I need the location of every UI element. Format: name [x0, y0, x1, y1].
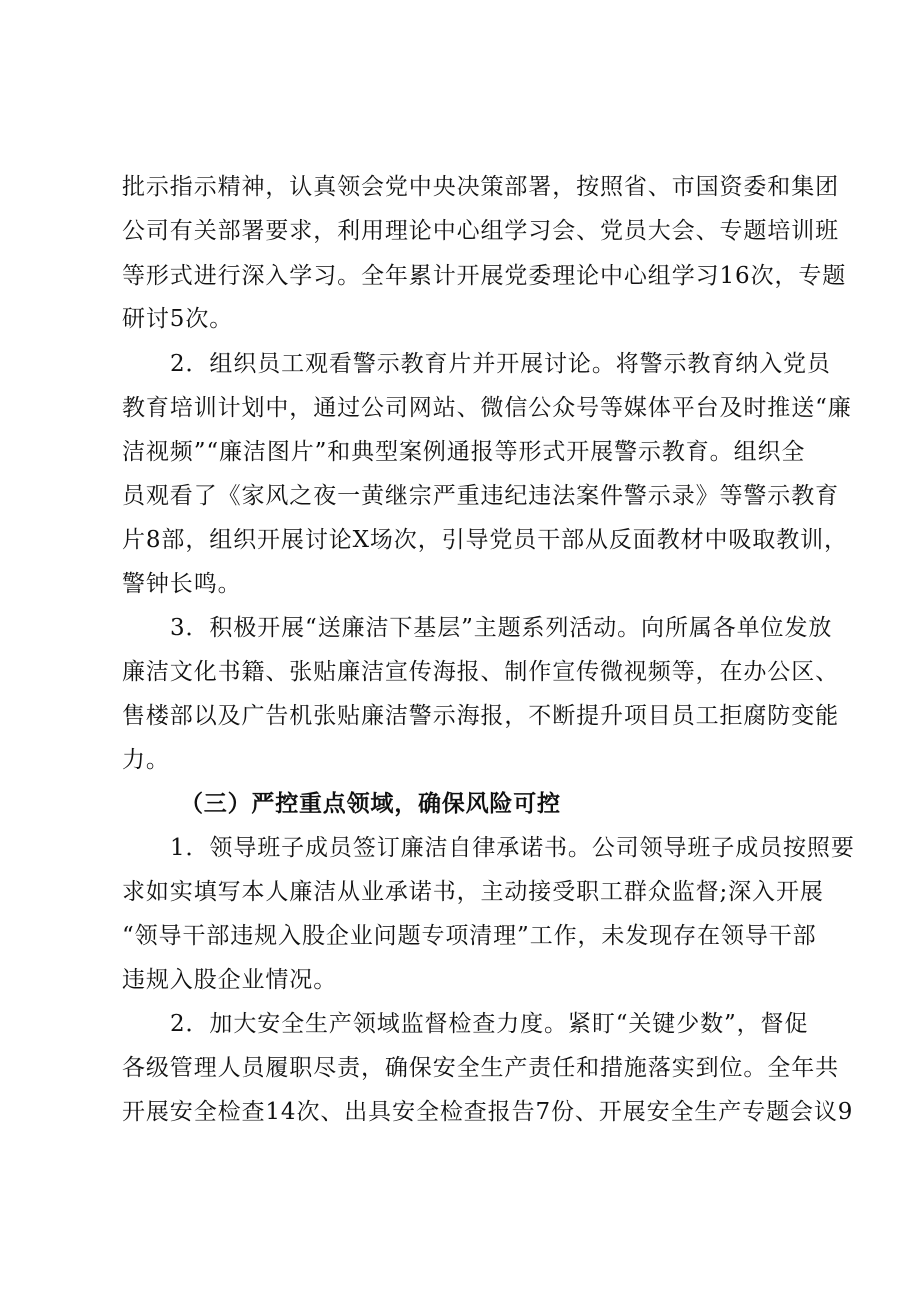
text-line: 各级管理人员履职尽责，确保安全生产责任和措施落实到位。全年共: [122, 1055, 839, 1081]
text-line: 售楼部以及广告机张贴廉洁警示海报，不断提升项目员工拒腐防变能: [122, 703, 839, 729]
text-line: 教育培训计划中，通过公司网站、微信公众号等媒体平台及时推送“廉: [122, 395, 852, 421]
text-line: 研讨5次。: [122, 306, 234, 332]
text-line: “领导干部违规入股企业问题专项清理”工作，未发现存在领导干部: [122, 923, 817, 949]
text-line: 等形式进行深入学习。全年累计开展党委理论中心组学习16次，专题: [122, 263, 847, 289]
text-line: 2．加大安全生产领域监督检查力度。紧盯“关键少数”，督促: [170, 1011, 809, 1037]
text-line: 警钟长鸣。: [122, 571, 242, 597]
text-line: 廉洁文化书籍、张贴廉洁宣传海报、制作宣传微视频等，在办公区、: [122, 659, 839, 685]
text-line: 1．领导班子成员签订廉洁自律承诺书。公司领导班子成员按照要: [170, 835, 855, 861]
text-line: 开展安全检查14次、出具安全检查报告7份、开展安全生产专题会议9: [122, 1099, 854, 1125]
section-heading: （三）严控重点领域，确保风险可控: [180, 791, 561, 817]
text-line: 公司有关部署要求，利用理论中心组学习会、党员大会、专题培训班: [122, 218, 839, 244]
text-line: 片8部，组织开展讨论X场次，引导党员干部从反面教材中吸取教训，: [122, 527, 848, 553]
text-line: 违规入股企业情况。: [122, 967, 338, 993]
text-line: 洁视频”“廉洁图片”和典型案例通报等形式开展警示教育。组织全: [122, 439, 806, 465]
text-line: 求如实填写本人廉洁从业承诺书，主动接受职工群众监督;深入开展: [122, 879, 824, 905]
text-line: 批示指示精神，认真领会党中央决策部署，按照省、市国资委和集团: [122, 174, 839, 200]
text-line: 3．积极开展“送廉洁下基层”主题系列活动。向所属各单位发放: [170, 615, 833, 641]
text-line: 2．组织员工观看警示教育片并开展讨论。将警示教育纳入党员: [170, 351, 831, 377]
text-line: 员观看了《家风之夜一黄继宗严重违纪违法案件警示录》等警示教育: [122, 483, 839, 509]
text-line: 力。: [122, 747, 170, 773]
